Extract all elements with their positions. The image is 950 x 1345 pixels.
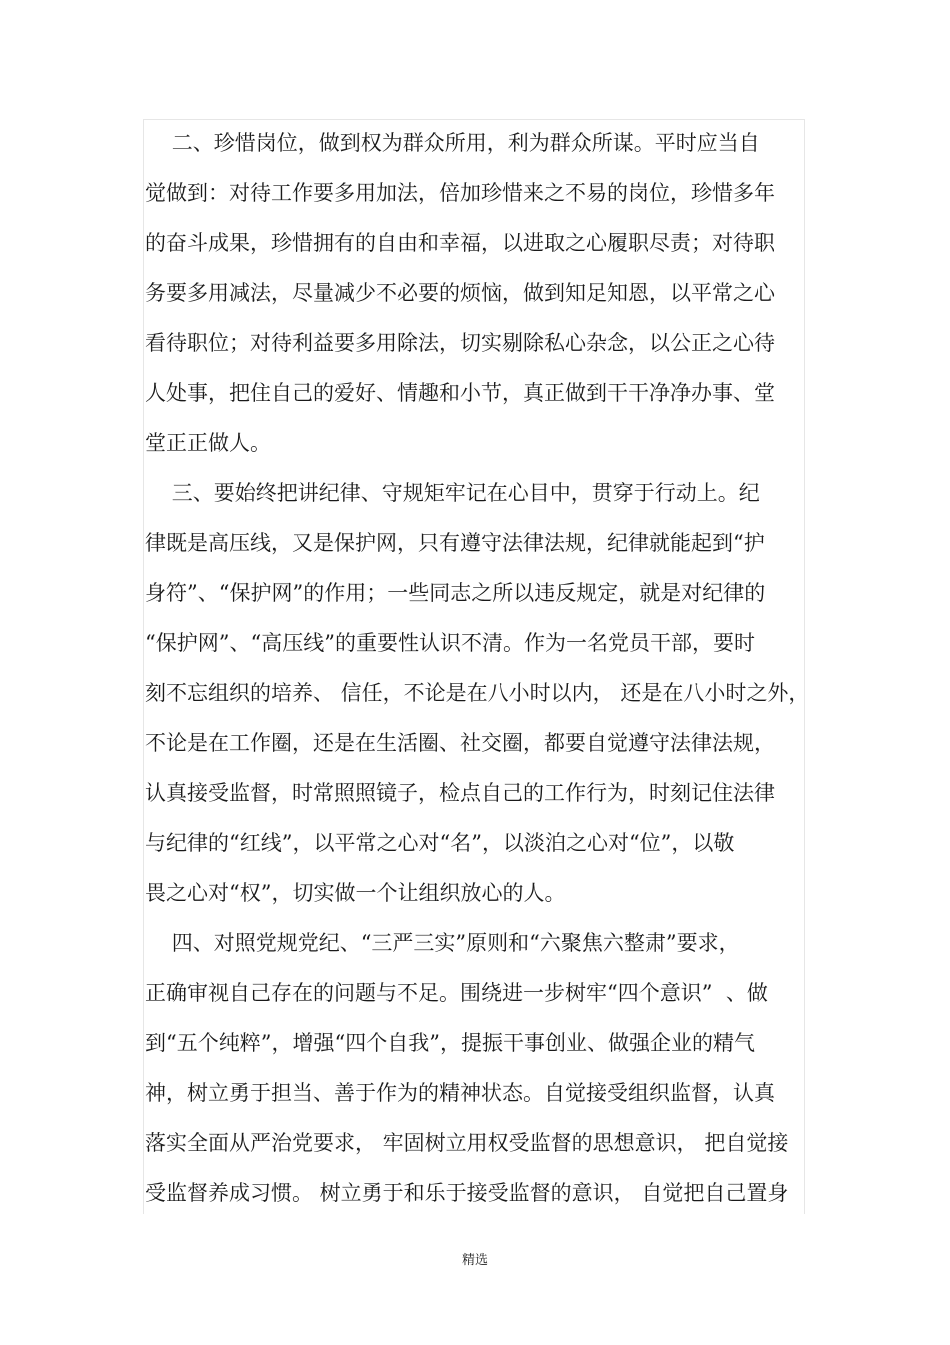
text-line: 觉做到：对待工作要多用加法，倍加珍惜来之不易的岗位，珍惜多年 (145, 181, 775, 205)
text-line: 不论是在工作圈，还是在生活圈、社交圈，都要自觉遵守法律法规， (145, 731, 775, 755)
text-line: 堂正正做人。 (145, 431, 271, 455)
text-line: 与纪律的“红线”，以平常之心对“名”，以淡泊之心对“位”，以敬 (145, 831, 735, 855)
page-footer-label: 精选 (461, 1253, 488, 1268)
text-line: 受监督养成习惯。 树立勇于和乐于接受监督的意识， 自觉把自己置身 (145, 1181, 789, 1205)
text-line: 认真接受监督，时常照照镜子，检点自己的工作行为，时刻记住法律 (145, 781, 775, 805)
text-line: 人处事，把住自己的爱好、情趣和小节，真正做到干干净净办事、堂 (145, 381, 775, 405)
text-line: 看待职位；对待利益要多用除法，切实剔除私心杂念，以公正之心待 (145, 331, 775, 355)
text-line: 刻不忘组织的培养、 信任，不论是在八小时以内， 还是在八小时之外， (145, 681, 810, 705)
text-line: 的奋斗成果，珍惜拥有的自由和幸福，以进取之心履职尽责；对待职 (145, 231, 775, 255)
text-line: 务要多用减法，尽量减少不必要的烦恼，做到知足知恩，以平常之心 (145, 281, 775, 305)
text-line: 二、珍惜岗位，做到权为群众所用，利为群众所谋。平时应当自 (145, 131, 760, 155)
text-line: 律既是高压线，又是保护网，只有遵守法律法规，纪律就能起到“护 (145, 531, 765, 555)
text-line: 神，树立勇于担当、善于作为的精神状态。自觉接受组织监督，认真 (145, 1081, 775, 1105)
text-line: “保护网”、“高压线”的重要性认识不清。作为一名党员干部，要时 (145, 631, 755, 655)
text-line: 三、要始终把讲纪律、守规矩牢记在心目中，贯穿于行动上。纪 (145, 481, 760, 505)
text-line: 到“五个纯粹”，增强“四个自我”，提振干事创业、做强企业的精气 (145, 1031, 755, 1055)
text-line: 四、对照党规党纪、“三严三实”原则和“六聚焦六整肃”要求， (145, 931, 740, 955)
text-line: 正确审视自己存在的问题与不足。围绕进一步树牢“四个意识” 、做 (145, 981, 768, 1005)
text-line: 畏之心对“权”，切实做一个让组织放心的人。 (145, 881, 566, 905)
text-line: 落实全面从严治党要求， 牢固树立用权受监督的思想意识， 把自觉接 (145, 1131, 789, 1155)
text-line: 身符”、“保护网”的作用；一些同志之所以违反规定，就是对纪律的 (145, 581, 766, 605)
